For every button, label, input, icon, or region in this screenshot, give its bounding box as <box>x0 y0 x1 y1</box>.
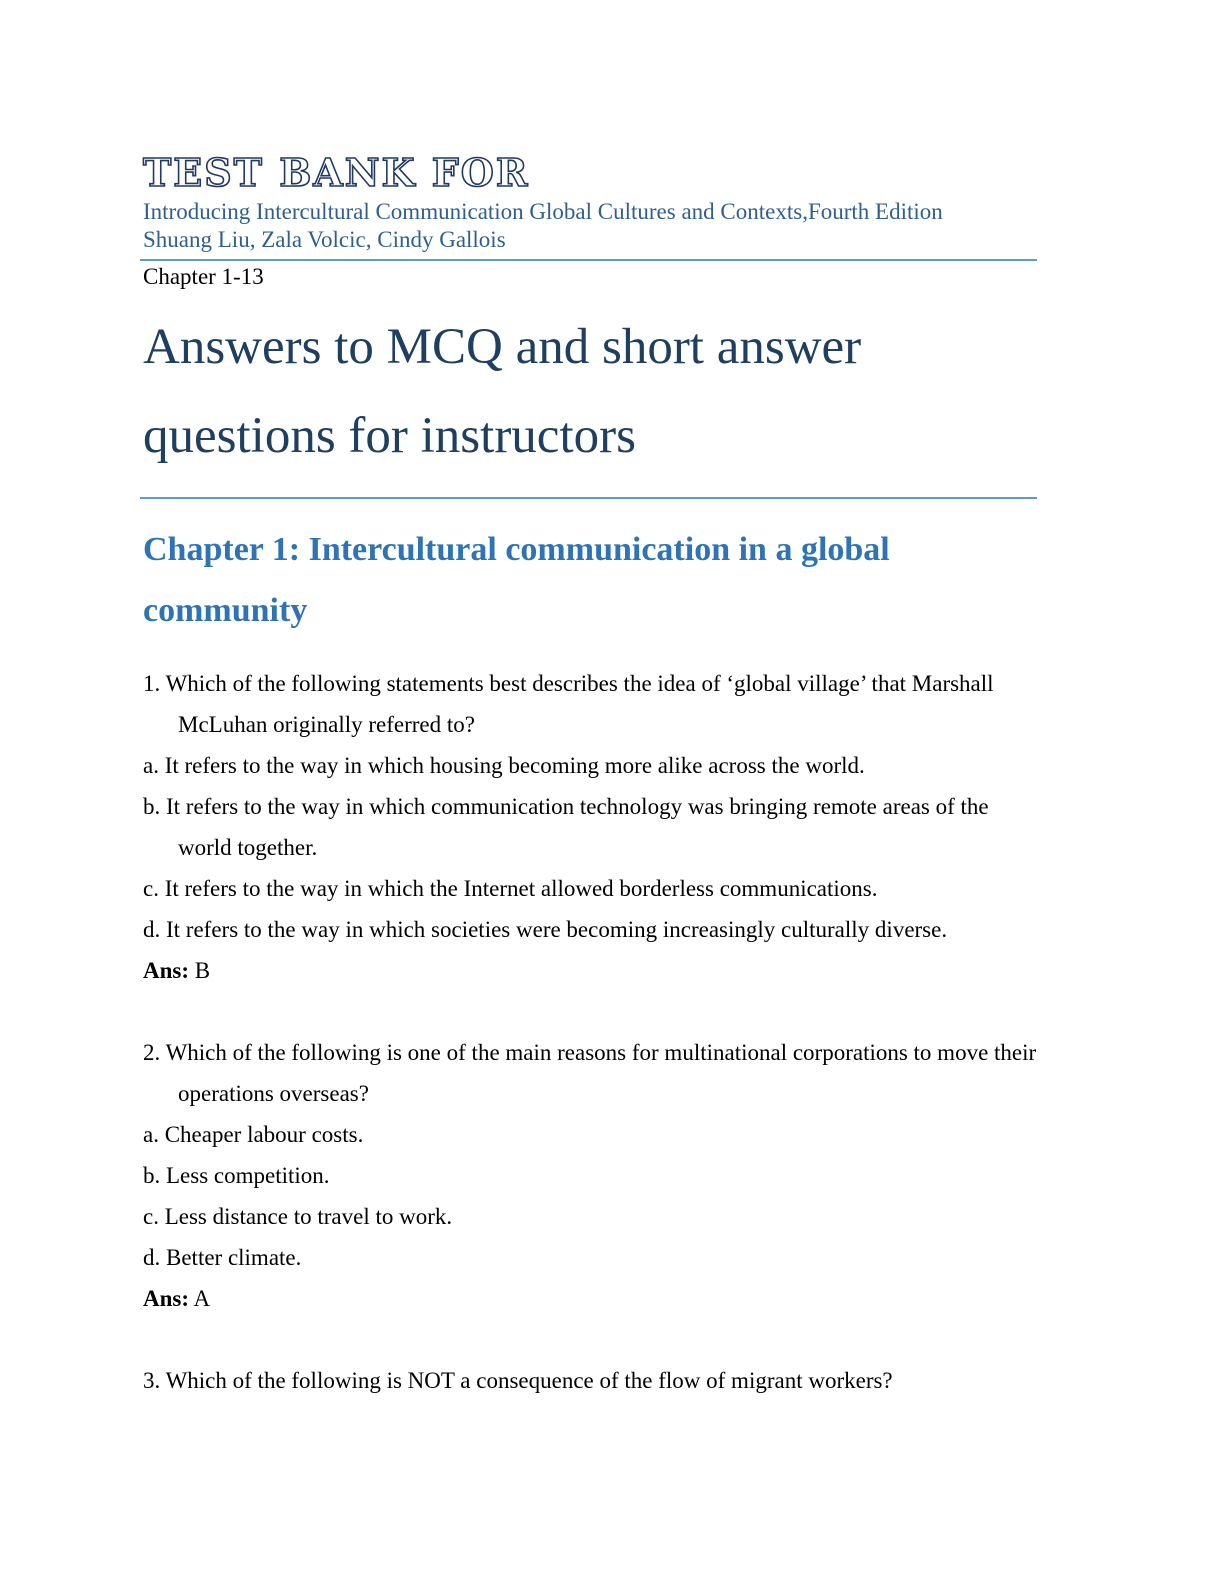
book-title: Introducing Intercultural Communication Global Cultures and Contexts,Fourth Edition <box>143 199 943 224</box>
question-answer <box>143 950 1037 991</box>
question-3 <box>143 1360 1037 1401</box>
answer-label: Ans: <box>143 1286 190 1311</box>
question-1 <box>143 663 1037 991</box>
answer-value: B <box>189 958 211 983</box>
document-title-line-1: Answers to MCQ and short answer <box>143 319 862 375</box>
book-authors: Shuang Liu, Zala Volcic, Cindy Gallois <box>143 227 506 252</box>
document-page <box>143 150 1037 1401</box>
question-option: d. Better climate. <box>143 1245 302 1270</box>
question-2 <box>143 1032 1037 1319</box>
answer-value: A <box>189 1286 211 1311</box>
document-title <box>143 303 1037 481</box>
question-option: c. It refers to the way in which the Internet allowed borderless communications. <box>143 876 878 901</box>
test-bank-title: TEST BANK FOR <box>143 150 530 195</box>
question-option: b. It refers to the way in which communication technology was bringing remote areas of the world together. <box>143 794 989 860</box>
chapter-heading-line-2: community <box>143 592 308 629</box>
chapter-heading-line-1: Chapter 1: Intercultural communication in a global <box>143 531 890 568</box>
question-spacer <box>143 991 1037 1032</box>
question-option: a. It refers to the way in which housing becoming more alike across the world. <box>143 753 865 778</box>
answer-label: Ans: <box>143 958 190 983</box>
question-option: a. Cheaper labour costs. <box>143 1122 364 1147</box>
question-stem: 2. Which of the following is one of the main reasons for multinational corporations to move their operations overseas? <box>143 1040 1037 1106</box>
header-divider <box>140 259 1037 261</box>
question-stem: 1. Which of the following statements best describes the idea of ‘global village’ that Marshall McLuhan originally referred to? <box>143 671 994 737</box>
question-option: c. Less distance to travel to work. <box>143 1204 453 1229</box>
question-list <box>143 663 1037 1401</box>
question-option: d. It refers to the way in which societies were becoming increasingly culturally diverse. <box>143 917 948 942</box>
chapter-heading <box>143 519 1037 641</box>
document-title-line-2: questions for instructors <box>143 408 636 464</box>
question-spacer <box>143 1319 1037 1360</box>
question-stem: 3. Which of the following is NOT a consequence of the flow of migrant workers? <box>143 1368 893 1393</box>
question-option: b. Less competition. <box>143 1163 330 1188</box>
chapter-range: Chapter 1-13 <box>143 264 264 289</box>
title-divider <box>140 497 1037 499</box>
question-answer <box>143 1278 1037 1319</box>
